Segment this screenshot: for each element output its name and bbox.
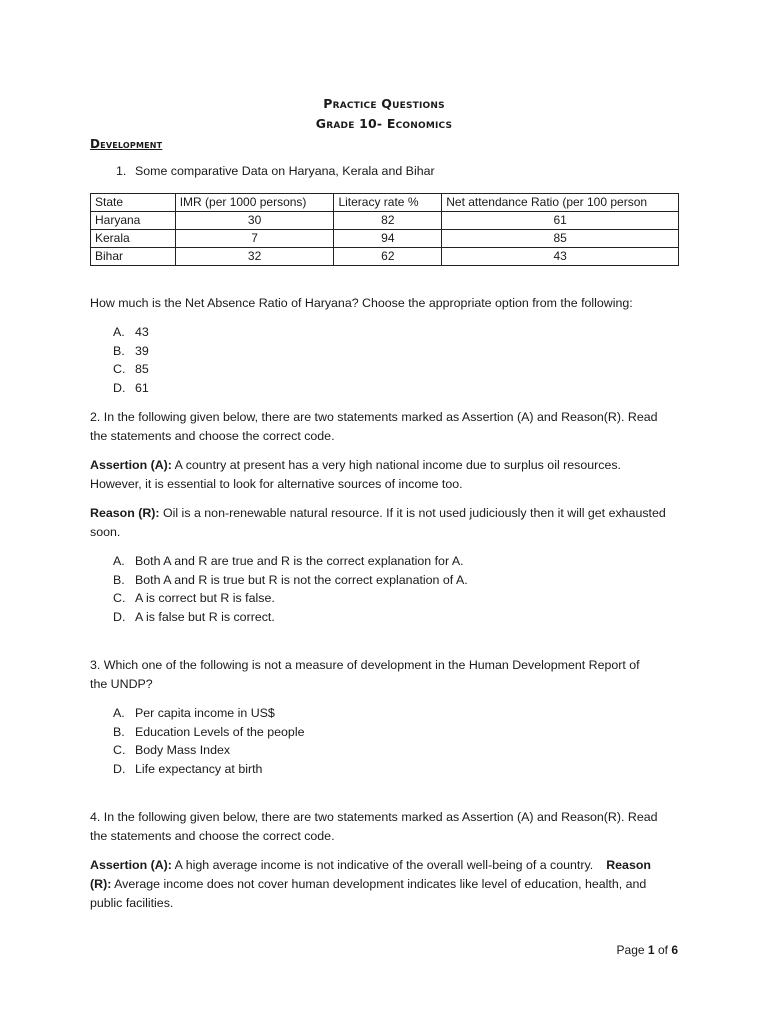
table-cell: 62 bbox=[334, 248, 442, 266]
table-row bbox=[91, 212, 679, 230]
page-subtitle: Grade 10- Economics bbox=[315, 116, 453, 131]
option-b: B. 39 bbox=[113, 343, 149, 358]
table-cell: 61 bbox=[442, 212, 679, 230]
question-4-text: 4. In the following given below, there are two statements marked as Assertion (A) and Reason(R). Read the statements and choose the correct code. bbox=[90, 810, 658, 843]
table-header-row bbox=[91, 194, 679, 212]
table-cell: 7 bbox=[175, 230, 334, 248]
option-d: D. A is false but R is correct. bbox=[113, 609, 275, 624]
table-cell: 85 bbox=[442, 230, 679, 248]
option-a: A. 43 bbox=[113, 325, 149, 339]
table-cell: 82 bbox=[334, 212, 442, 230]
table-cell: Haryana bbox=[91, 212, 176, 230]
option-c: C. A is correct but R is false. bbox=[113, 591, 275, 606]
question-1-text: How much is the Net Absence Ratio of Haryana? Choose the appropriate option from the following: bbox=[90, 296, 633, 310]
option-b: B. Education Levels of the people bbox=[113, 724, 305, 739]
option-b: B. Both A and R is true but R is not the correct explanation of A. bbox=[113, 572, 468, 587]
option-a: A. Per capita income in US$ bbox=[113, 706, 275, 720]
reason-label-suffix: (R): bbox=[90, 877, 112, 891]
table-cell: 94 bbox=[334, 230, 442, 248]
option-c: C. Body Mass Index bbox=[113, 743, 231, 758]
table-row bbox=[91, 230, 679, 248]
option-d: D. Life expectancy at birth bbox=[113, 761, 263, 776]
question-1-options bbox=[113, 323, 149, 397]
table-cell: Kerala bbox=[91, 230, 176, 248]
data-table bbox=[90, 193, 679, 266]
question-1-intro bbox=[116, 164, 435, 178]
section-heading: Development bbox=[90, 137, 163, 151]
question-number: 1. bbox=[116, 164, 127, 178]
table-header-cell: State bbox=[91, 194, 176, 212]
question-3-text: 3. Which one of the following is not a measure of development in the Human Development Report of the UNDP? bbox=[90, 658, 640, 691]
table-header-cell: IMR (per 1000 persons) bbox=[175, 194, 334, 212]
question-2-reason: Reason (R): Oil is a non-renewable natural resource. If it is not used judiciously then it will get exhausted soon. bbox=[90, 506, 666, 539]
page-title: Practice Questions bbox=[323, 96, 445, 111]
assertion-label: Assertion (A): bbox=[90, 858, 172, 872]
question-3-options bbox=[113, 704, 304, 778]
table-row bbox=[91, 248, 679, 266]
table-header-cell: Literacy rate % bbox=[334, 194, 442, 212]
question-2-assertion: Assertion (A): A country at present has a very high national income due to surplus oil resources. However, it is essential to look for alternative sources of income too. bbox=[90, 458, 621, 491]
table-cell: 30 bbox=[175, 212, 334, 230]
assertion-label: Assertion (A): bbox=[90, 458, 172, 472]
table-cell: 43 bbox=[442, 248, 679, 266]
question-4-assertion-reason: Assertion (A): A high average income is not indicative of the overall well-being of a country. Reason (R): Average income does not cover human development indicates like level of education, health, and public facilities. bbox=[90, 858, 651, 910]
page-number: Page 1 of 6 bbox=[616, 943, 678, 957]
table-cell: 32 bbox=[175, 248, 334, 266]
table-header-cell: Net attendance Ratio (per 100 person bbox=[442, 194, 679, 212]
question-2-text: 2. In the following given below, there are two statements marked as Assertion (A) and Reason(R). Read the statements and choose the correct code. bbox=[90, 410, 658, 443]
option-a: A. Both A and R are true and R is the correct explanation for A. bbox=[113, 554, 464, 568]
option-d: D. 61 bbox=[113, 380, 149, 395]
question-2-options bbox=[113, 552, 468, 626]
table-cell: Bihar bbox=[91, 248, 176, 266]
question-text: Some comparative Data on Haryana, Kerala and Bihar bbox=[135, 164, 435, 178]
reason-label: Reason bbox=[606, 858, 651, 872]
reason-label: Reason (R): bbox=[90, 506, 160, 520]
option-c: C. 85 bbox=[113, 362, 149, 377]
